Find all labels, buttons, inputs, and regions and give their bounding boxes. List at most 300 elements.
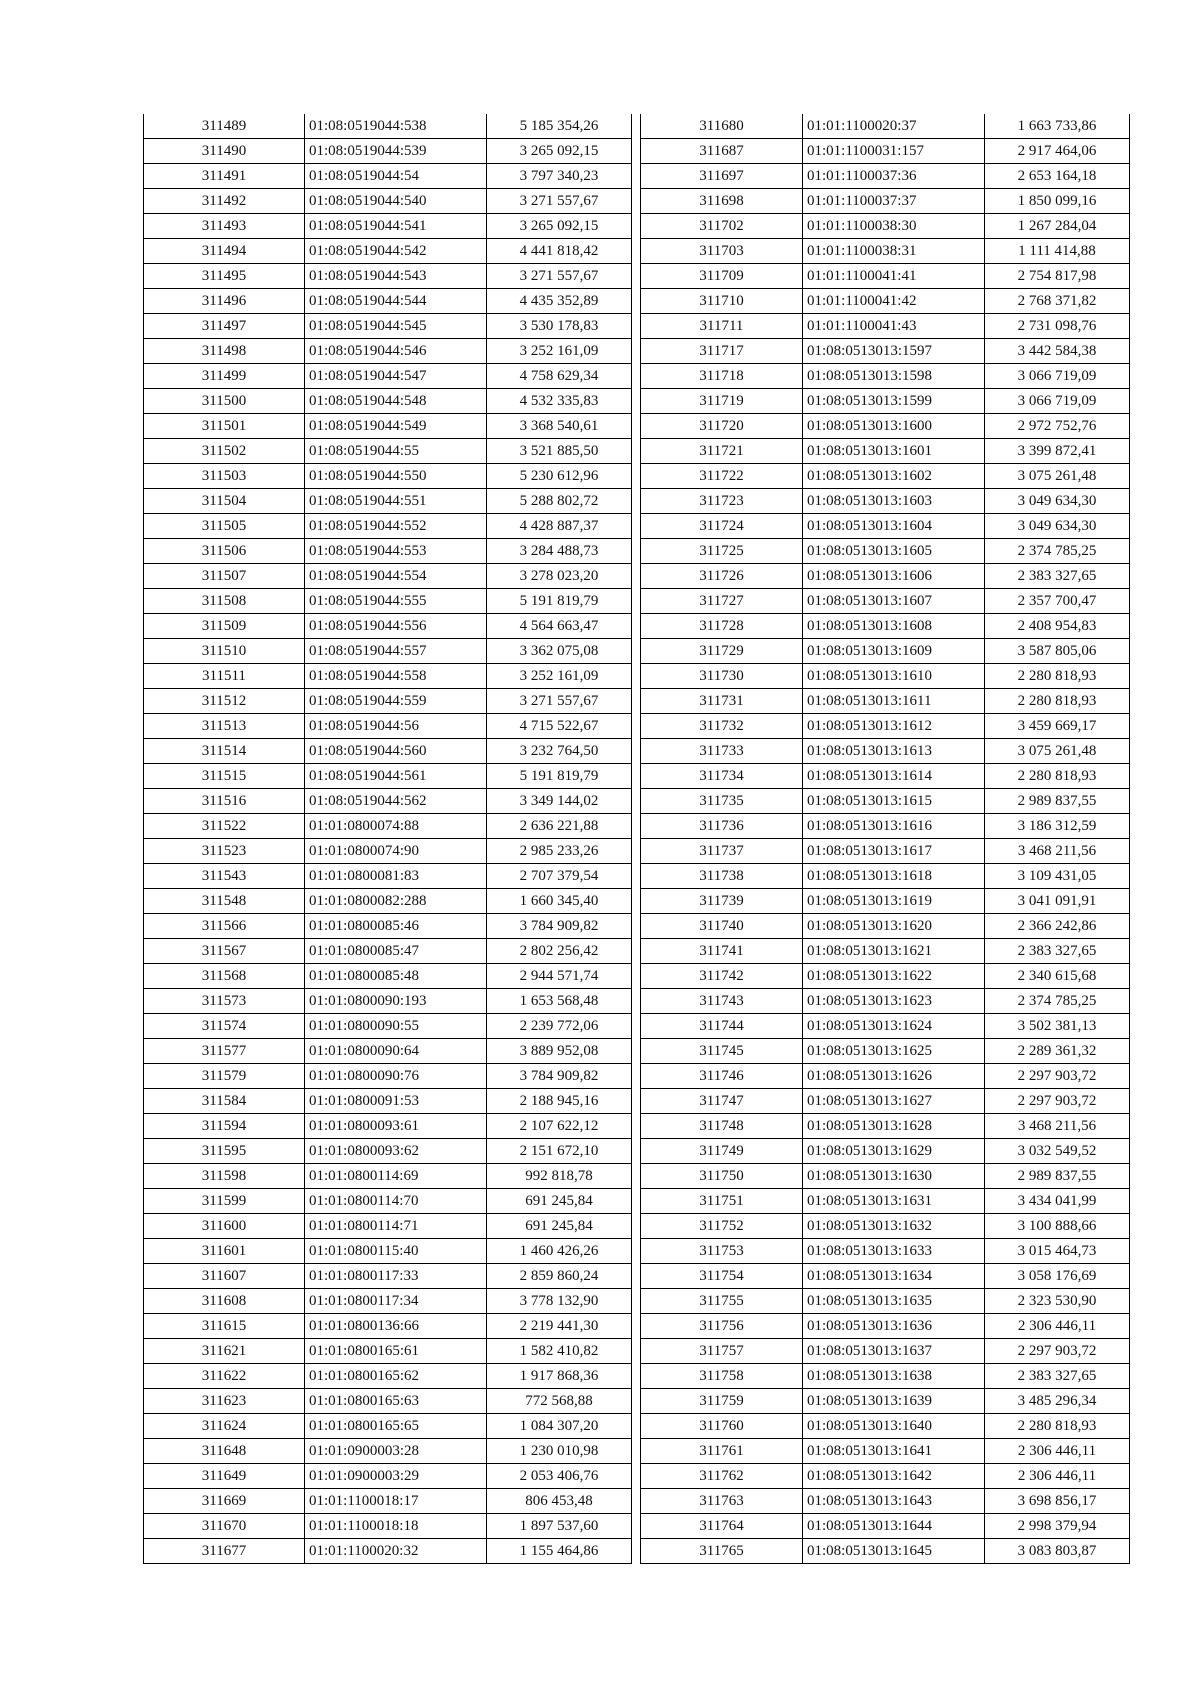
- table-row: [641, 939, 1130, 964]
- table-row: [641, 1039, 1130, 1064]
- table-cell-value: 2 297 903,72: [985, 1339, 1130, 1364]
- table-cell-number: 311599: [144, 1189, 305, 1214]
- table-row: [641, 1514, 1130, 1539]
- table-cell-value: 2 306 446,11: [985, 1439, 1130, 1464]
- table-cell-value: 2 408 954,83: [985, 614, 1130, 639]
- table-cell-cadastral: 01:01:1100031:157: [803, 139, 985, 164]
- table-row: [144, 1264, 632, 1289]
- table-cell-cadastral: 01:08:0519044:549: [305, 414, 487, 439]
- table-cell-value: 4 564 663,47: [487, 614, 632, 639]
- table-cell-value: 1 897 537,60: [487, 1514, 632, 1539]
- table-row: [641, 239, 1130, 264]
- table-cell-value: 2 219 441,30: [487, 1314, 632, 1339]
- table-row: [641, 489, 1130, 514]
- table-cell-value: 3 265 092,15: [487, 214, 632, 239]
- table-cell-number: 311702: [641, 214, 803, 239]
- right-table: [640, 114, 1130, 1564]
- table-row: [641, 514, 1130, 539]
- table-cell-number: 311719: [641, 389, 803, 414]
- table-cell-cadastral: 01:01:0800114:69: [305, 1164, 487, 1189]
- table-cell-number: 311735: [641, 789, 803, 814]
- table-cell-number: 311739: [641, 889, 803, 914]
- table-cell-value: 3 485 296,34: [985, 1389, 1130, 1414]
- table-cell-number: 311577: [144, 1039, 305, 1064]
- table-row: [641, 464, 1130, 489]
- table-cell-number: 311516: [144, 789, 305, 814]
- table-cell-value: 2 653 164,18: [985, 164, 1130, 189]
- table-row: [144, 939, 632, 964]
- table-cell-number: 311745: [641, 1039, 803, 1064]
- table-cell-cadastral: 01:08:0519044:540: [305, 189, 487, 214]
- table-cell-number: 311506: [144, 539, 305, 564]
- table-cell-value: 2 289 361,32: [985, 1039, 1130, 1064]
- table-cell-cadastral: 01:08:0519044:559: [305, 689, 487, 714]
- table-cell-number: 311505: [144, 514, 305, 539]
- table-cell-number: 311734: [641, 764, 803, 789]
- table-cell-value: 2 754 817,98: [985, 264, 1130, 289]
- table-row: [641, 1464, 1130, 1489]
- table-cell-cadastral: 01:08:0519044:551: [305, 489, 487, 514]
- table-cell-cadastral: 01:01:1100041:41: [803, 264, 985, 289]
- table-cell-number: 311724: [641, 514, 803, 539]
- table-cell-value: 3 066 719,09: [985, 389, 1130, 414]
- table-cell-cadastral: 01:01:1100041:42: [803, 289, 985, 314]
- table-cell-value: 3 468 211,56: [985, 839, 1130, 864]
- table-row: [144, 1064, 632, 1089]
- table-cell-cadastral: 01:08:0519044:542: [305, 239, 487, 264]
- table-cell-number: 311723: [641, 489, 803, 514]
- table-cell-number: 311508: [144, 589, 305, 614]
- table-cell-cadastral: 01:01:0800082:288: [305, 889, 487, 914]
- table-cell-cadastral: 01:08:0513013:1599: [803, 389, 985, 414]
- table-cell-cadastral: 01:08:0513013:1611: [803, 689, 985, 714]
- table-cell-number: 311738: [641, 864, 803, 889]
- table-row: [641, 1289, 1130, 1314]
- table-cell-cadastral: 01:08:0513013:1624: [803, 1014, 985, 1039]
- table-cell-number: 311579: [144, 1064, 305, 1089]
- table-cell-number: 311749: [641, 1139, 803, 1164]
- table-cell-value: 2 917 464,06: [985, 139, 1130, 164]
- table-row: [641, 339, 1130, 364]
- table-cell-value: 1 084 307,20: [487, 1414, 632, 1439]
- table-cell-cadastral: 01:08:0519044:553: [305, 539, 487, 564]
- table-cell-number: 311600: [144, 1214, 305, 1239]
- table-cell-cadastral: 01:08:0519044:548: [305, 389, 487, 414]
- table-row: [144, 114, 632, 139]
- table-cell-value: 1 582 410,82: [487, 1339, 632, 1364]
- table-row: [641, 964, 1130, 989]
- table-cell-value: 3 015 464,73: [985, 1239, 1130, 1264]
- table-row: [144, 1214, 632, 1239]
- table-cell-number: 311509: [144, 614, 305, 639]
- table-cell-value: 2 107 622,12: [487, 1114, 632, 1139]
- table-cell-value: 5 230 612,96: [487, 464, 632, 489]
- table-cell-value: 1 850 099,16: [985, 189, 1130, 214]
- table-cell-value: 2 188 945,16: [487, 1089, 632, 1114]
- table-cell-number: 311751: [641, 1189, 803, 1214]
- table-cell-cadastral: 01:01:0800091:53: [305, 1089, 487, 1114]
- table-cell-value: 2 151 672,10: [487, 1139, 632, 1164]
- table-row: [144, 964, 632, 989]
- table-cell-value: 3 075 261,48: [985, 464, 1130, 489]
- table-row: [144, 1164, 632, 1189]
- table-row: [144, 214, 632, 239]
- table-cell-number: 311746: [641, 1064, 803, 1089]
- table-row: [144, 864, 632, 889]
- table-cell-cadastral: 01:08:0519044:547: [305, 364, 487, 389]
- table-row: [641, 739, 1130, 764]
- table-cell-value: 3 530 178,83: [487, 314, 632, 339]
- table-cell-cadastral: 01:08:0519044:560: [305, 739, 487, 764]
- table-row: [144, 339, 632, 364]
- table-cell-value: 3 399 872,41: [985, 439, 1130, 464]
- table-row: [144, 139, 632, 164]
- table-cell-value: 3 284 488,73: [487, 539, 632, 564]
- table-cell-cadastral: 01:08:0513013:1604: [803, 514, 985, 539]
- table-cell-value: 1 155 464,86: [487, 1539, 632, 1564]
- table-cell-cadastral: 01:08:0513013:1636: [803, 1314, 985, 1339]
- table-cell-number: 311515: [144, 764, 305, 789]
- table-cell-cadastral: 01:08:0513013:1619: [803, 889, 985, 914]
- table-cell-value: 3 502 381,13: [985, 1014, 1130, 1039]
- table-cell-value: 3 100 888,66: [985, 1214, 1130, 1239]
- table-cell-cadastral: 01:08:0519044:558: [305, 664, 487, 689]
- table-cell-value: 1 663 733,86: [985, 114, 1130, 139]
- table-cell-value: 3 362 075,08: [487, 639, 632, 664]
- table-row: [144, 314, 632, 339]
- table-cell-cadastral: 01:01:1100041:43: [803, 314, 985, 339]
- table-row: [641, 589, 1130, 614]
- table-cell-number: 311622: [144, 1364, 305, 1389]
- table-cell-number: 311752: [641, 1214, 803, 1239]
- table-row: [641, 414, 1130, 439]
- table-cell-number: 311494: [144, 239, 305, 264]
- table-cell-cadastral: 01:08:0513013:1606: [803, 564, 985, 589]
- table-cell-cadastral: 01:08:0513013:1627: [803, 1089, 985, 1114]
- table-row: [144, 1489, 632, 1514]
- table-cell-cadastral: 01:08:0513013:1631: [803, 1189, 985, 1214]
- table-cell-value: 806 453,48: [487, 1489, 632, 1514]
- table-cell-number: 311750: [641, 1164, 803, 1189]
- table-row: [641, 989, 1130, 1014]
- table-cell-cadastral: 01:08:0513013:1598: [803, 364, 985, 389]
- table-row: [641, 1539, 1130, 1564]
- table-cell-cadastral: 01:01:1100037:36: [803, 164, 985, 189]
- table-cell-number: 311747: [641, 1089, 803, 1114]
- table-cell-number: 311718: [641, 364, 803, 389]
- table-cell-cadastral: 01:08:0513013:1609: [803, 639, 985, 664]
- table-cell-number: 311703: [641, 239, 803, 264]
- table-cell-number: 311501: [144, 414, 305, 439]
- table-cell-number: 311615: [144, 1314, 305, 1339]
- table-row: [641, 264, 1130, 289]
- table-cell-cadastral: 01:01:0900003:28: [305, 1439, 487, 1464]
- table-cell-value: 3 271 557,67: [487, 264, 632, 289]
- left-table: [143, 114, 632, 1564]
- table-cell-cadastral: 01:08:0513013:1645: [803, 1539, 985, 1564]
- table-cell-value: 2 280 818,93: [985, 689, 1130, 714]
- table-cell-number: 311763: [641, 1489, 803, 1514]
- table-cell-cadastral: 01:08:0513013:1630: [803, 1164, 985, 1189]
- table-row: [641, 1139, 1130, 1164]
- table-row: [144, 1089, 632, 1114]
- table-cell-number: 311499: [144, 364, 305, 389]
- table-cell-value: 2 731 098,76: [985, 314, 1130, 339]
- table-cell-cadastral: 01:01:0800074:90: [305, 839, 487, 864]
- table-cell-cadastral: 01:08:0513013:1643: [803, 1489, 985, 1514]
- table-cell-number: 311758: [641, 1364, 803, 1389]
- table-cell-cadastral: 01:08:0519044:54: [305, 164, 487, 189]
- table-cell-cadastral: 01:08:0519044:561: [305, 764, 487, 789]
- table-cell-cadastral: 01:08:0513013:1634: [803, 1264, 985, 1289]
- table-cell-value: 3 271 557,67: [487, 689, 632, 714]
- table-cell-number: 311500: [144, 389, 305, 414]
- table-cell-value: 2 989 837,55: [985, 789, 1130, 814]
- table-cell-cadastral: 01:08:0519044:55: [305, 439, 487, 464]
- table-cell-number: 311512: [144, 689, 305, 714]
- table-cell-number: 311607: [144, 1264, 305, 1289]
- table-cell-cadastral: 01:08:0513013:1610: [803, 664, 985, 689]
- table-cell-cadastral: 01:08:0519044:555: [305, 589, 487, 614]
- table-cell-value: 2 280 818,93: [985, 1414, 1130, 1439]
- table-row: [641, 1439, 1130, 1464]
- table-cell-number: 311759: [641, 1389, 803, 1414]
- table-row: [144, 739, 632, 764]
- table-cell-value: 691 245,84: [487, 1214, 632, 1239]
- table-row: [144, 1439, 632, 1464]
- table-cell-number: 311755: [641, 1289, 803, 1314]
- table-cell-cadastral: 01:01:0800117:34: [305, 1289, 487, 1314]
- table-cell-cadastral: 01:08:0513013:1623: [803, 989, 985, 1014]
- table-cell-number: 311731: [641, 689, 803, 714]
- table-cell-value: 3 698 856,17: [985, 1489, 1130, 1514]
- table-cell-cadastral: 01:01:0800085:48: [305, 964, 487, 989]
- table-row: [144, 364, 632, 389]
- table-cell-number: 311710: [641, 289, 803, 314]
- table-cell-value: 3 587 805,06: [985, 639, 1130, 664]
- table-row: [641, 539, 1130, 564]
- table-cell-cadastral: 01:01:0800085:46: [305, 914, 487, 939]
- table-row: [144, 1389, 632, 1414]
- table-row: [641, 764, 1130, 789]
- table-row: [144, 289, 632, 314]
- table-cell-number: 311503: [144, 464, 305, 489]
- table-cell-value: 4 441 818,42: [487, 239, 632, 264]
- table-cell-number: 311742: [641, 964, 803, 989]
- table-cell-number: 311717: [641, 339, 803, 364]
- table-cell-cadastral: 01:08:0513013:1607: [803, 589, 985, 614]
- table-cell-cadastral: 01:08:0513013:1605: [803, 539, 985, 564]
- table-cell-value: 1 267 284,04: [985, 214, 1130, 239]
- table-cell-value: 5 185 354,26: [487, 114, 632, 139]
- table-cell-number: 311765: [641, 1539, 803, 1564]
- table-cell-value: 3 049 634,30: [985, 489, 1130, 514]
- table-cell-number: 311732: [641, 714, 803, 739]
- table-cell-number: 311711: [641, 314, 803, 339]
- table-row: [144, 464, 632, 489]
- table-cell-number: 311697: [641, 164, 803, 189]
- table-cell-number: 311493: [144, 214, 305, 239]
- table-row: [144, 514, 632, 539]
- table-row: [641, 314, 1130, 339]
- table-row: [641, 139, 1130, 164]
- table-cell-number: 311737: [641, 839, 803, 864]
- table-row: [641, 1389, 1130, 1414]
- table-cell-cadastral: 01:08:0513013:1625: [803, 1039, 985, 1064]
- table-cell-cadastral: 01:01:0800090:55: [305, 1014, 487, 1039]
- table-row: [641, 889, 1130, 914]
- table-row: [144, 1539, 632, 1564]
- table-cell-value: 2 802 256,42: [487, 939, 632, 964]
- table-cell-number: 311728: [641, 614, 803, 639]
- table-cell-cadastral: 01:08:0513013:1617: [803, 839, 985, 864]
- table-cell-number: 311687: [641, 139, 803, 164]
- table-cell-value: 1 917 868,36: [487, 1364, 632, 1389]
- table-row: [144, 814, 632, 839]
- table-cell-value: 2 280 818,93: [985, 664, 1130, 689]
- table-cell-cadastral: 01:01:0800093:62: [305, 1139, 487, 1164]
- table-cell-value: 2 239 772,06: [487, 1014, 632, 1039]
- table-cell-cadastral: 01:08:0513013:1635: [803, 1289, 985, 1314]
- table-cell-number: 311754: [641, 1264, 803, 1289]
- table-cell-cadastral: 01:08:0513013:1600: [803, 414, 985, 439]
- table-cell-value: 2 383 327,65: [985, 564, 1130, 589]
- table-cell-number: 311601: [144, 1239, 305, 1264]
- table-cell-number: 311568: [144, 964, 305, 989]
- table-cell-number: 311698: [641, 189, 803, 214]
- table-row: [641, 1014, 1130, 1039]
- table-row: [641, 439, 1130, 464]
- table-cell-number: 311764: [641, 1514, 803, 1539]
- table-row: [144, 439, 632, 464]
- table-row: [144, 1339, 632, 1364]
- table-row: [144, 389, 632, 414]
- table-row: [641, 1214, 1130, 1239]
- table-cell-value: 3 032 549,52: [985, 1139, 1130, 1164]
- table-row: [641, 389, 1130, 414]
- table-cell-number: 311489: [144, 114, 305, 139]
- table-row: [144, 164, 632, 189]
- table-cell-cadastral: 01:01:0800117:33: [305, 1264, 487, 1289]
- table-cell-cadastral: 01:08:0513013:1626: [803, 1064, 985, 1089]
- table-cell-cadastral: 01:08:0513013:1614: [803, 764, 985, 789]
- table-cell-value: 2 944 571,74: [487, 964, 632, 989]
- table-row: [641, 1489, 1130, 1514]
- table-row: [144, 639, 632, 664]
- table-cell-value: 5 288 802,72: [487, 489, 632, 514]
- table-cell-number: 311744: [641, 1014, 803, 1039]
- table-cell-cadastral: 01:08:0513013:1637: [803, 1339, 985, 1364]
- table-cell-number: 311760: [641, 1414, 803, 1439]
- table-cell-cadastral: 01:08:0513013:1616: [803, 814, 985, 839]
- table-cell-cadastral: 01:01:1100038:31: [803, 239, 985, 264]
- table-cell-cadastral: 01:01:0800090:64: [305, 1039, 487, 1064]
- table-row: [144, 989, 632, 1014]
- table-row: [144, 789, 632, 814]
- table-cell-number: 311762: [641, 1464, 803, 1489]
- table-row: [144, 914, 632, 939]
- table-cell-value: 992 818,78: [487, 1164, 632, 1189]
- table-cell-value: 3 058 176,69: [985, 1264, 1130, 1289]
- table-cell-value: 2 985 233,26: [487, 839, 632, 864]
- table-row: [144, 689, 632, 714]
- table-cell-value: 2 636 221,88: [487, 814, 632, 839]
- table-cell-cadastral: 01:08:0519044:557: [305, 639, 487, 664]
- table-cell-cadastral: 01:08:0513013:1615: [803, 789, 985, 814]
- table-row: [641, 814, 1130, 839]
- table-cell-value: 2 306 446,11: [985, 1314, 1130, 1339]
- table-cell-value: 2 383 327,65: [985, 1364, 1130, 1389]
- table-row: [641, 839, 1130, 864]
- table-cell-cadastral: 01:08:0513013:1612: [803, 714, 985, 739]
- table-row: [144, 189, 632, 214]
- table-cell-number: 311722: [641, 464, 803, 489]
- table-row: [144, 1289, 632, 1314]
- table-row: [144, 489, 632, 514]
- table-cell-value: 2 998 379,94: [985, 1514, 1130, 1539]
- table-cell-cadastral: 01:08:0513013:1641: [803, 1439, 985, 1464]
- table-cell-cadastral: 01:01:0800165:65: [305, 1414, 487, 1439]
- table-cell-cadastral: 01:01:0800165:61: [305, 1339, 487, 1364]
- table-cell-value: 4 715 522,67: [487, 714, 632, 739]
- table-cell-value: 5 191 819,79: [487, 764, 632, 789]
- table-cell-number: 311584: [144, 1089, 305, 1114]
- table-cell-cadastral: 01:01:0800165:62: [305, 1364, 487, 1389]
- table-cell-cadastral: 01:08:0513013:1629: [803, 1139, 985, 1164]
- table-cell-number: 311669: [144, 1489, 305, 1514]
- table-row: [641, 1314, 1130, 1339]
- table-cell-value: 2 768 371,82: [985, 289, 1130, 314]
- table-cell-value: 2 989 837,55: [985, 1164, 1130, 1189]
- table-cell-value: 3 442 584,38: [985, 339, 1130, 364]
- table-cell-cadastral: 01:08:0519044:562: [305, 789, 487, 814]
- table-cell-cadastral: 01:08:0513013:1597: [803, 339, 985, 364]
- table-cell-number: 311504: [144, 489, 305, 514]
- table-row: [641, 1339, 1130, 1364]
- table-cell-number: 311680: [641, 114, 803, 139]
- table-cell-value: 1 653 568,48: [487, 989, 632, 1014]
- table-cell-cadastral: 01:08:0513013:1621: [803, 939, 985, 964]
- table-cell-number: 311726: [641, 564, 803, 589]
- table-cell-number: 311594: [144, 1114, 305, 1139]
- table-cell-value: 3 784 909,82: [487, 1064, 632, 1089]
- table-cell-number: 311721: [641, 439, 803, 464]
- table-cell-number: 311543: [144, 864, 305, 889]
- table-cell-value: 2 383 327,65: [985, 939, 1130, 964]
- table-cell-number: 311725: [641, 539, 803, 564]
- table-cell-value: 4 435 352,89: [487, 289, 632, 314]
- table-cell-value: 2 357 700,47: [985, 589, 1130, 614]
- table-cell-number: 311648: [144, 1439, 305, 1464]
- table-cell-cadastral: 01:08:0519044:552: [305, 514, 487, 539]
- table-cell-cadastral: 01:08:0519044:543: [305, 264, 487, 289]
- table-row: [144, 264, 632, 289]
- table-cell-value: 3 232 764,50: [487, 739, 632, 764]
- right-table-body: [641, 114, 1130, 1564]
- table-cell-number: 311736: [641, 814, 803, 839]
- table-cell-cadastral: 01:01:0900003:29: [305, 1464, 487, 1489]
- table-cell-number: 311743: [641, 989, 803, 1014]
- table-cell-cadastral: 01:08:0513013:1601: [803, 439, 985, 464]
- table-cell-cadastral: 01:08:0513013:1602: [803, 464, 985, 489]
- table-cell-value: 3 109 431,05: [985, 864, 1130, 889]
- table-row: [144, 889, 632, 914]
- table-cell-cadastral: 01:08:0519044:556: [305, 614, 487, 639]
- table-cell-value: 4 758 629,34: [487, 364, 632, 389]
- table-cell-cadastral: 01:08:0513013:1632: [803, 1214, 985, 1239]
- table-row: [641, 1064, 1130, 1089]
- table-row: [641, 1239, 1130, 1264]
